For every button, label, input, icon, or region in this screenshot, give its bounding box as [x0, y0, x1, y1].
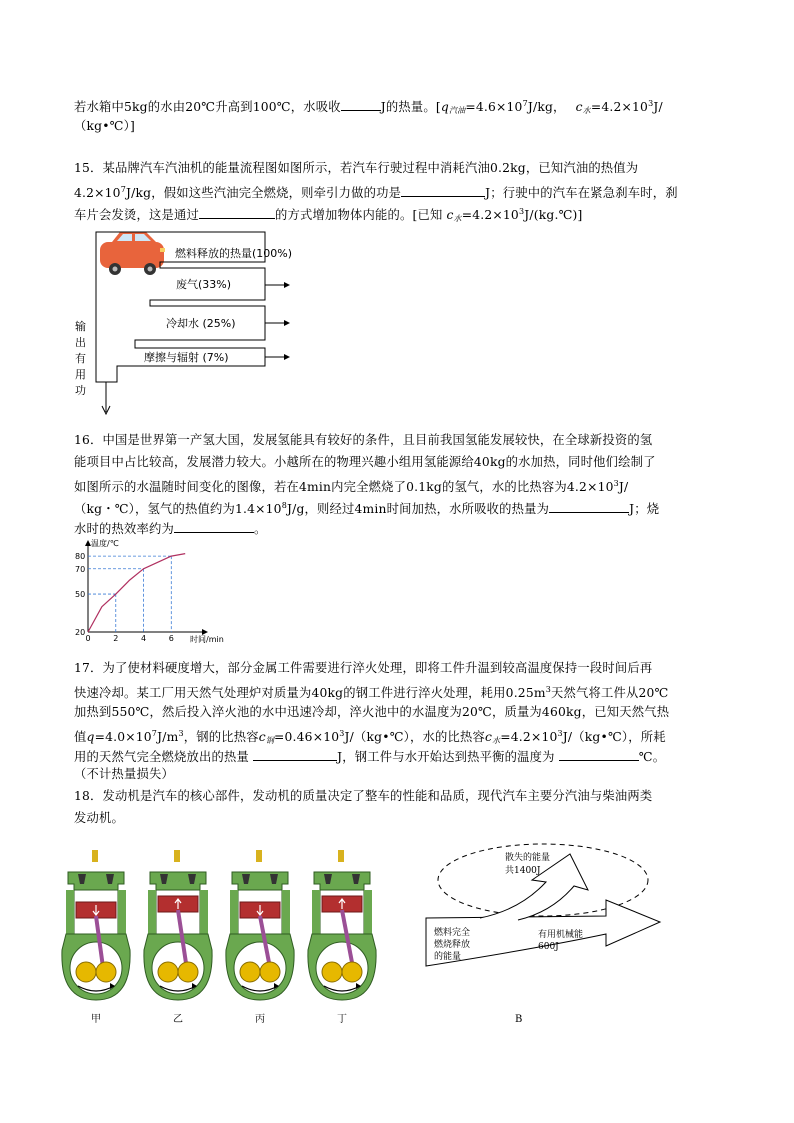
q14-line-1: 若水箱中5kg的水由20℃升高到100℃，水吸收 J的热量。[$q_{汽油}=4.6\times 10^7J/kg$， $c_水=4.2\times 10^3J/$	[74, 99, 663, 115]
engine-label: 乙	[173, 1014, 183, 1025]
q16-line-4: （kg・℃），氢气的热值约为$1.4\times 10^8J/g$，则经过4min时间加热，水所吸收的热量为 J；烧	[74, 501, 660, 516]
label-useful-5: 功	[75, 384, 86, 397]
cylinder-head	[150, 872, 206, 890]
engine-4	[308, 850, 376, 1025]
label-useful-2: 出	[75, 336, 86, 349]
x-tick-label: 4	[141, 634, 147, 643]
q16-line-3: 如图所示的水温随时间变化的图像，若在4min内完全燃烧了0.1kg的氢气，水的比热容为$4.2\times 10^3J/$	[74, 479, 629, 494]
flywheel-right	[342, 962, 362, 982]
cylinder-wall-right	[200, 890, 208, 934]
label-fuel-2: 燃烧释放	[434, 940, 471, 950]
flywheel-right	[260, 962, 280, 982]
temperature-curve	[88, 554, 185, 632]
q17-line-3: 加热到550℃，然后投入淬火池的水中迅速冷却，淬火池中的水温度为20℃，质量为460kg，已知天然气热	[74, 705, 670, 719]
engine-1	[62, 850, 130, 1025]
label-useful-energy: 有用机械能	[538, 930, 584, 940]
cylinder-wall-right	[118, 890, 126, 934]
label-useful-1: 输	[75, 320, 86, 333]
car-icon	[100, 232, 165, 275]
cylinder-head	[232, 872, 288, 890]
flywheel-left	[240, 962, 260, 982]
label-fuel-3: 的能量	[434, 952, 462, 962]
flywheel-left	[158, 962, 178, 982]
q16-line-1: 16．中国是世界第一产氢大国，发展氢能具有较好的条件，且目前我国氢能发展较快，在全球新投资的氢	[74, 433, 653, 447]
engine-label: 丙	[255, 1014, 265, 1025]
cylinder-wall-left	[312, 890, 320, 934]
cylinder-wall-right	[282, 890, 290, 934]
label-lost-energy: 散失的能量	[505, 853, 551, 863]
q16-line-2: 能项目中占比较高，发展潜力较大。小越所在的物理兴趣小组用氢能源给40kg的水加热，同时他们绘制了	[74, 455, 656, 469]
engine-2	[144, 850, 212, 1025]
y-tick-label: 20	[75, 628, 86, 637]
y-tick-label: 80	[75, 552, 86, 562]
answer-blank[interactable]	[549, 500, 629, 513]
flywheel-right	[178, 962, 198, 982]
engine-label: 甲	[91, 1014, 101, 1025]
engine-label: 丁	[337, 1014, 347, 1025]
energy-flow-diagram	[70, 226, 310, 422]
cylinder-wall-left	[230, 890, 238, 934]
q18-line-1: 18．发动机是汽车的核心部件，发动机的质量决定了整车的性能和品质，现代汽车主要分汽油与柴油两类	[74, 789, 653, 803]
y-axis-label: 温度/℃	[91, 539, 119, 548]
answer-blank[interactable]	[253, 748, 337, 761]
cylinder-wall-right	[364, 890, 372, 934]
temperature-time-chart	[70, 538, 224, 646]
flywheel-left	[76, 962, 96, 982]
q17-line-5: 用的天然气完全燃烧放出的热量 J，钢工件与水开始达到热平衡的温度为 ℃。	[74, 750, 666, 764]
label-useful-4: 用	[75, 368, 86, 381]
answer-blank[interactable]	[174, 520, 254, 533]
spark-plug-icon	[174, 850, 180, 862]
q17-line-6: （不计热量损失）	[74, 767, 174, 781]
label-total-heat: 燃料释放的热量(100%)	[175, 247, 293, 260]
q17-line-1: 17．为了使材料硬度增大，部分金属工件需要进行淬火处理，即将工件升温到较高温度保持一段时间后再	[74, 661, 653, 675]
cylinder-head	[68, 872, 124, 890]
answer-blank[interactable]	[341, 98, 381, 111]
answer-blank[interactable]	[559, 748, 639, 761]
x-tick-label: 6	[168, 634, 174, 643]
x-axis-label: 时间/min	[190, 635, 224, 644]
engine-3	[226, 850, 294, 1025]
engine-energy-diagram	[420, 838, 680, 1028]
flywheel-left	[322, 962, 342, 982]
label-exhaust: 废气(33%)	[176, 278, 232, 291]
q15-line-2: $4.2\times 10^7J/kg$，假如这些汽油完全燃烧，则牵引力做的功是 J；行驶中的汽车在紧急刹车时，刹	[74, 185, 678, 200]
engine-strokes-figure	[60, 850, 400, 1030]
label-lost-amount: 共1400J	[505, 866, 541, 876]
label-useful-amount: 600J	[538, 942, 559, 952]
cylinder-wall-left	[66, 890, 74, 934]
label-cooling-water: 冷却水 (25%)	[166, 317, 236, 330]
spark-plug-icon	[92, 850, 98, 862]
cylinder-wall-left	[148, 890, 156, 934]
label-fuel-1: 燃料完全	[434, 928, 471, 938]
q17-line-4: 值$q=4.0\times 10^7J/m^3$，钢的比热容$c_钢=0.46\times 10^3J/(kg•℃)$，水的比热容$c_水=4.2\times 10^3J/(kg•℃)$，所耗	[74, 729, 666, 745]
label-useful-3: 有	[75, 352, 86, 365]
q17-line-2: 快速冷却。某工厂用天然气处理炉对质量为40kg的钢工件进行淬火处理，耗用$0.25m^3$天然气将工件从20℃	[74, 685, 669, 700]
q14-line-2: （kg•℃）]	[74, 119, 135, 133]
q16-line-5: 水时的热效率约为 。	[74, 522, 267, 536]
x-tick-label: 0	[85, 634, 91, 643]
answer-blank[interactable]	[401, 184, 485, 197]
flywheel-right	[96, 962, 116, 982]
y-tick-label: 70	[75, 564, 86, 574]
x-tick-label: 2	[113, 634, 119, 643]
y-tick-label: 50	[75, 590, 86, 600]
q15-line-3: 车片会发烫，这是通过 的方式增加物体内能的。[已知 $c_水=4.2\times 10^3J/(kg.℃)$]	[74, 207, 583, 223]
answer-blank[interactable]	[199, 206, 275, 219]
cylinder-head	[314, 872, 370, 890]
q15-line-1: 15．某品牌汽车汽油机的能量流程图如图所示，若汽车行驶过程中消耗汽油0.2kg，已知汽油的热值为	[74, 161, 639, 175]
spark-plug-icon	[256, 850, 262, 862]
figure-label-b: B	[515, 1014, 523, 1025]
spark-plug-icon	[338, 850, 344, 862]
label-friction-radiation: 摩擦与辐射 (7%)	[144, 351, 229, 364]
q18-line-2: 发动机。	[74, 811, 124, 825]
